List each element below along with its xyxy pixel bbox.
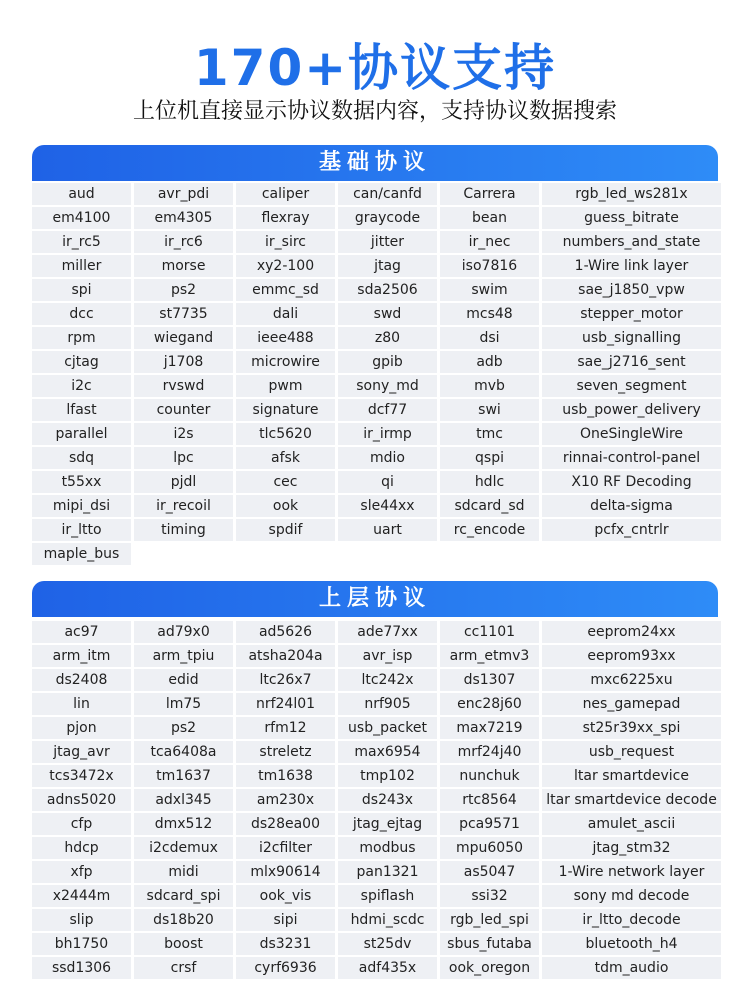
- protocol-cell: edid: [134, 669, 233, 691]
- protocol-cell: rgb_led_spi: [440, 909, 539, 931]
- protocol-cell: ssd1306: [32, 957, 131, 979]
- protocol-cell: ook_vis: [236, 885, 335, 907]
- protocol-cell: wiegand: [134, 327, 233, 349]
- protocol-cell: emmc_sd: [236, 279, 335, 301]
- protocol-cell: microwire: [236, 351, 335, 373]
- protocol-cell: sony_md: [338, 375, 437, 397]
- protocol-cell: pjdl: [134, 471, 233, 493]
- protocol-cell: nrf905: [338, 693, 437, 715]
- protocol-cell: adns5020: [32, 789, 131, 811]
- protocol-cell: z80: [338, 327, 437, 349]
- protocol-cell: ook_oregon: [440, 957, 539, 979]
- protocol-cell: mlx90614: [236, 861, 335, 883]
- protocol-cell: pcfx_cntrlr: [542, 519, 721, 541]
- protocol-cell: ssi32: [440, 885, 539, 907]
- protocol-cell: tca6408a: [134, 741, 233, 763]
- protocol-cell: iso7816: [440, 255, 539, 277]
- protocol-cell: nunchuk: [440, 765, 539, 787]
- protocol-cell: enc28j60: [440, 693, 539, 715]
- protocol-cell: rpm: [32, 327, 131, 349]
- protocol-cell: nrf24l01: [236, 693, 335, 715]
- protocol-cell: midi: [134, 861, 233, 883]
- protocol-cell: usb_request: [542, 741, 721, 763]
- protocol-cell: sle44xx: [338, 495, 437, 517]
- protocol-cell: timing: [134, 519, 233, 541]
- protocol-cell: cc1101: [440, 621, 539, 643]
- protocol-cell: tmc: [440, 423, 539, 445]
- protocol-cell: xfp: [32, 861, 131, 883]
- protocol-cell: lin: [32, 693, 131, 715]
- protocol-cell: em4305: [134, 207, 233, 229]
- protocol-cell: mcs48: [440, 303, 539, 325]
- protocol-cell: ade77xx: [338, 621, 437, 643]
- protocol-cell: tcs3472x: [32, 765, 131, 787]
- protocol-cell: ook: [236, 495, 335, 517]
- protocol-cell: spiflash: [338, 885, 437, 907]
- protocol-cell: eeprom24xx: [542, 621, 721, 643]
- protocol-cell: Carrera: [440, 183, 539, 205]
- protocol-cell: j1708: [134, 351, 233, 373]
- protocol-cell: tlc5620: [236, 423, 335, 445]
- protocol-cell: ltar smartdevice decode: [542, 789, 721, 811]
- protocol-cell: swi: [440, 399, 539, 421]
- protocol-cell: lm75: [134, 693, 233, 715]
- protocol-cell: can/canfd: [338, 183, 437, 205]
- protocol-cell: mrf24j40: [440, 741, 539, 763]
- protocol-cell: caliper: [236, 183, 335, 205]
- protocol-cell: 1-Wire link layer: [542, 255, 721, 277]
- section-header-basic: 基础协议: [32, 145, 718, 181]
- protocol-cell: usb_signalling: [542, 327, 721, 349]
- protocol-cell: bh1750: [32, 933, 131, 955]
- protocol-cell: 1-Wire network layer: [542, 861, 721, 883]
- protocol-cell: tm1638: [236, 765, 335, 787]
- protocol-cell: ir_rc5: [32, 231, 131, 253]
- protocol-cell: qspi: [440, 447, 539, 469]
- section-header-upper: 上层协议: [32, 581, 718, 617]
- protocol-cell: afsk: [236, 447, 335, 469]
- protocol-cell: i2cdemux: [134, 837, 233, 859]
- protocol-cell: adb: [440, 351, 539, 373]
- protocol-cell: dali: [236, 303, 335, 325]
- protocol-cell: ad79x0: [134, 621, 233, 643]
- protocol-cell: spdif: [236, 519, 335, 541]
- protocol-cell: ds3231: [236, 933, 335, 955]
- protocol-cell: rfm12: [236, 717, 335, 739]
- protocol-grid-upper: [32, 621, 718, 979]
- protocol-cell: dcf77: [338, 399, 437, 421]
- protocol-cell: ir_recoil: [134, 495, 233, 517]
- protocol-cell: mdio: [338, 447, 437, 469]
- protocol-cell: rgb_led_ws281x: [542, 183, 721, 205]
- protocol-cell: ds2408: [32, 669, 131, 691]
- protocol-cell: ieee488: [236, 327, 335, 349]
- protocol-cell: adf435x: [338, 957, 437, 979]
- protocol-cell: i2c: [32, 375, 131, 397]
- protocol-cell: tdm_audio: [542, 957, 721, 979]
- protocol-cell: nes_gamepad: [542, 693, 721, 715]
- protocol-cell: i2cfilter: [236, 837, 335, 859]
- protocol-cell: sdcard_spi: [134, 885, 233, 907]
- protocol-cell: lpc: [134, 447, 233, 469]
- protocol-cell: rinnai-control-panel: [542, 447, 721, 469]
- protocol-cell: cfp: [32, 813, 131, 835]
- protocol-cell: sipi: [236, 909, 335, 931]
- protocol-cell: ad5626: [236, 621, 335, 643]
- protocol-cell: bean: [440, 207, 539, 229]
- protocol-cell: tm1637: [134, 765, 233, 787]
- protocol-cell: usb_packet: [338, 717, 437, 739]
- protocol-cell: ir_ltto_decode: [542, 909, 721, 931]
- protocol-cell: st25dv: [338, 933, 437, 955]
- protocol-cell: ltc26x7: [236, 669, 335, 691]
- protocol-cell: cyrf6936: [236, 957, 335, 979]
- protocol-cell: rvswd: [134, 375, 233, 397]
- protocol-cell: jtag: [338, 255, 437, 277]
- protocol-cell: morse: [134, 255, 233, 277]
- protocol-cell: qi: [338, 471, 437, 493]
- protocol-cell: numbers_and_state: [542, 231, 721, 253]
- protocol-cell: miller: [32, 255, 131, 277]
- protocol-cell: ltar smartdevice: [542, 765, 721, 787]
- protocol-cell: flexray: [236, 207, 335, 229]
- protocol-cell: jitter: [338, 231, 437, 253]
- protocol-cell: ds18b20: [134, 909, 233, 931]
- protocol-cell: adxl345: [134, 789, 233, 811]
- protocol-cell: sony md decode: [542, 885, 721, 907]
- protocol-cell: ir_ltto: [32, 519, 131, 541]
- protocol-cell: dmx512: [134, 813, 233, 835]
- protocol-cell: sdq: [32, 447, 131, 469]
- protocol-cell: t55xx: [32, 471, 131, 493]
- protocol-cell: pwm: [236, 375, 335, 397]
- protocol-cell: modbus: [338, 837, 437, 859]
- protocol-cell: X10 RF Decoding: [542, 471, 721, 493]
- protocol-cell: aud: [32, 183, 131, 205]
- protocol-cell: arm_itm: [32, 645, 131, 667]
- protocol-cell: rc_encode: [440, 519, 539, 541]
- protocol-cell: spi: [32, 279, 131, 301]
- protocol-cell: guess_bitrate: [542, 207, 721, 229]
- protocol-cell: dcc: [32, 303, 131, 325]
- protocol-cell: swim: [440, 279, 539, 301]
- protocol-cell: signature: [236, 399, 335, 421]
- protocol-cell: cec: [236, 471, 335, 493]
- protocol-cell: swd: [338, 303, 437, 325]
- protocol-cell: cjtag: [32, 351, 131, 373]
- protocol-cell: lfast: [32, 399, 131, 421]
- protocol-cell: avr_isp: [338, 645, 437, 667]
- protocol-cell: eeprom93xx: [542, 645, 721, 667]
- protocol-cell: uart: [338, 519, 437, 541]
- protocol-cell: tmp102: [338, 765, 437, 787]
- protocol-cell: st7735: [134, 303, 233, 325]
- hero-title: 170+协议支持: [193, 39, 557, 97]
- protocol-cell: jtag_ejtag: [338, 813, 437, 835]
- hero-subtitle: 上位机直接显示协议数据内容，支持协议数据搜索: [132, 99, 617, 124]
- protocol-cell: mpu6050: [440, 837, 539, 859]
- protocol-cell: atsha204a: [236, 645, 335, 667]
- protocol-cell: parallel: [32, 423, 131, 445]
- protocol-cell: jtag_stm32: [542, 837, 721, 859]
- protocol-cell: x2444m: [32, 885, 131, 907]
- protocol-cell: ltc242x: [338, 669, 437, 691]
- protocol-cell: as5047: [440, 861, 539, 883]
- protocol-grid-basic: [32, 183, 718, 565]
- protocol-cell: pan1321: [338, 861, 437, 883]
- protocol-cell: hdcp: [32, 837, 131, 859]
- protocol-cell: pca9571: [440, 813, 539, 835]
- protocol-cell: bluetooth_h4: [542, 933, 721, 955]
- protocol-cell: mxc6225xu: [542, 669, 721, 691]
- protocol-cell: hdlc: [440, 471, 539, 493]
- protocol-cell: st25r39xx_spi: [542, 717, 721, 739]
- protocol-cell: ir_sirc: [236, 231, 335, 253]
- protocol-cell: ds243x: [338, 789, 437, 811]
- protocol-cell: jtag_avr: [32, 741, 131, 763]
- protocol-cell: i2s: [134, 423, 233, 445]
- protocol-cell: ir_irmp: [338, 423, 437, 445]
- protocol-cell: ac97: [32, 621, 131, 643]
- protocol-cell: ps2: [134, 717, 233, 739]
- protocol-cell: OneSingleWire: [542, 423, 721, 445]
- protocol-cell: ir_rc6: [134, 231, 233, 253]
- protocol-cell: avr_pdi: [134, 183, 233, 205]
- protocol-cell: dsi: [440, 327, 539, 349]
- protocol-cell: ps2: [134, 279, 233, 301]
- protocol-cell: graycode: [338, 207, 437, 229]
- protocol-cell: ds1307: [440, 669, 539, 691]
- protocol-cell: streletz: [236, 741, 335, 763]
- protocol-cell: sda2506: [338, 279, 437, 301]
- protocol-cell: stepper_motor: [542, 303, 721, 325]
- protocol-cell: max7219: [440, 717, 539, 739]
- protocol-cell: seven_segment: [542, 375, 721, 397]
- protocol-cell: pjon: [32, 717, 131, 739]
- protocol-cell: rtc8564: [440, 789, 539, 811]
- protocol-cell: crsf: [134, 957, 233, 979]
- protocol-cell: hdmi_scdc: [338, 909, 437, 931]
- protocol-cell: em4100: [32, 207, 131, 229]
- protocol-cell: xy2-100: [236, 255, 335, 277]
- protocol-cell: sbus_futaba: [440, 933, 539, 955]
- protocol-cell: maple_bus: [32, 543, 131, 565]
- protocol-cell: sae_j2716_sent: [542, 351, 721, 373]
- protocol-cell: counter: [134, 399, 233, 421]
- protocol-cell: max6954: [338, 741, 437, 763]
- protocol-cell: delta-sigma: [542, 495, 721, 517]
- protocol-cell: gpib: [338, 351, 437, 373]
- protocol-cell: usb_power_delivery: [542, 399, 721, 421]
- protocol-cell: am230x: [236, 789, 335, 811]
- protocol-cell: boost: [134, 933, 233, 955]
- protocol-cell: arm_etmv3: [440, 645, 539, 667]
- protocol-cell: sae_j1850_vpw: [542, 279, 721, 301]
- protocol-cell: amulet_ascii: [542, 813, 721, 835]
- protocol-cell: mvb: [440, 375, 539, 397]
- protocol-cell: ds28ea00: [236, 813, 335, 835]
- protocol-cell: ir_nec: [440, 231, 539, 253]
- protocol-cell: sdcard_sd: [440, 495, 539, 517]
- protocol-cell: mipi_dsi: [32, 495, 131, 517]
- protocol-cell: slip: [32, 909, 131, 931]
- protocol-cell: arm_tpiu: [134, 645, 233, 667]
